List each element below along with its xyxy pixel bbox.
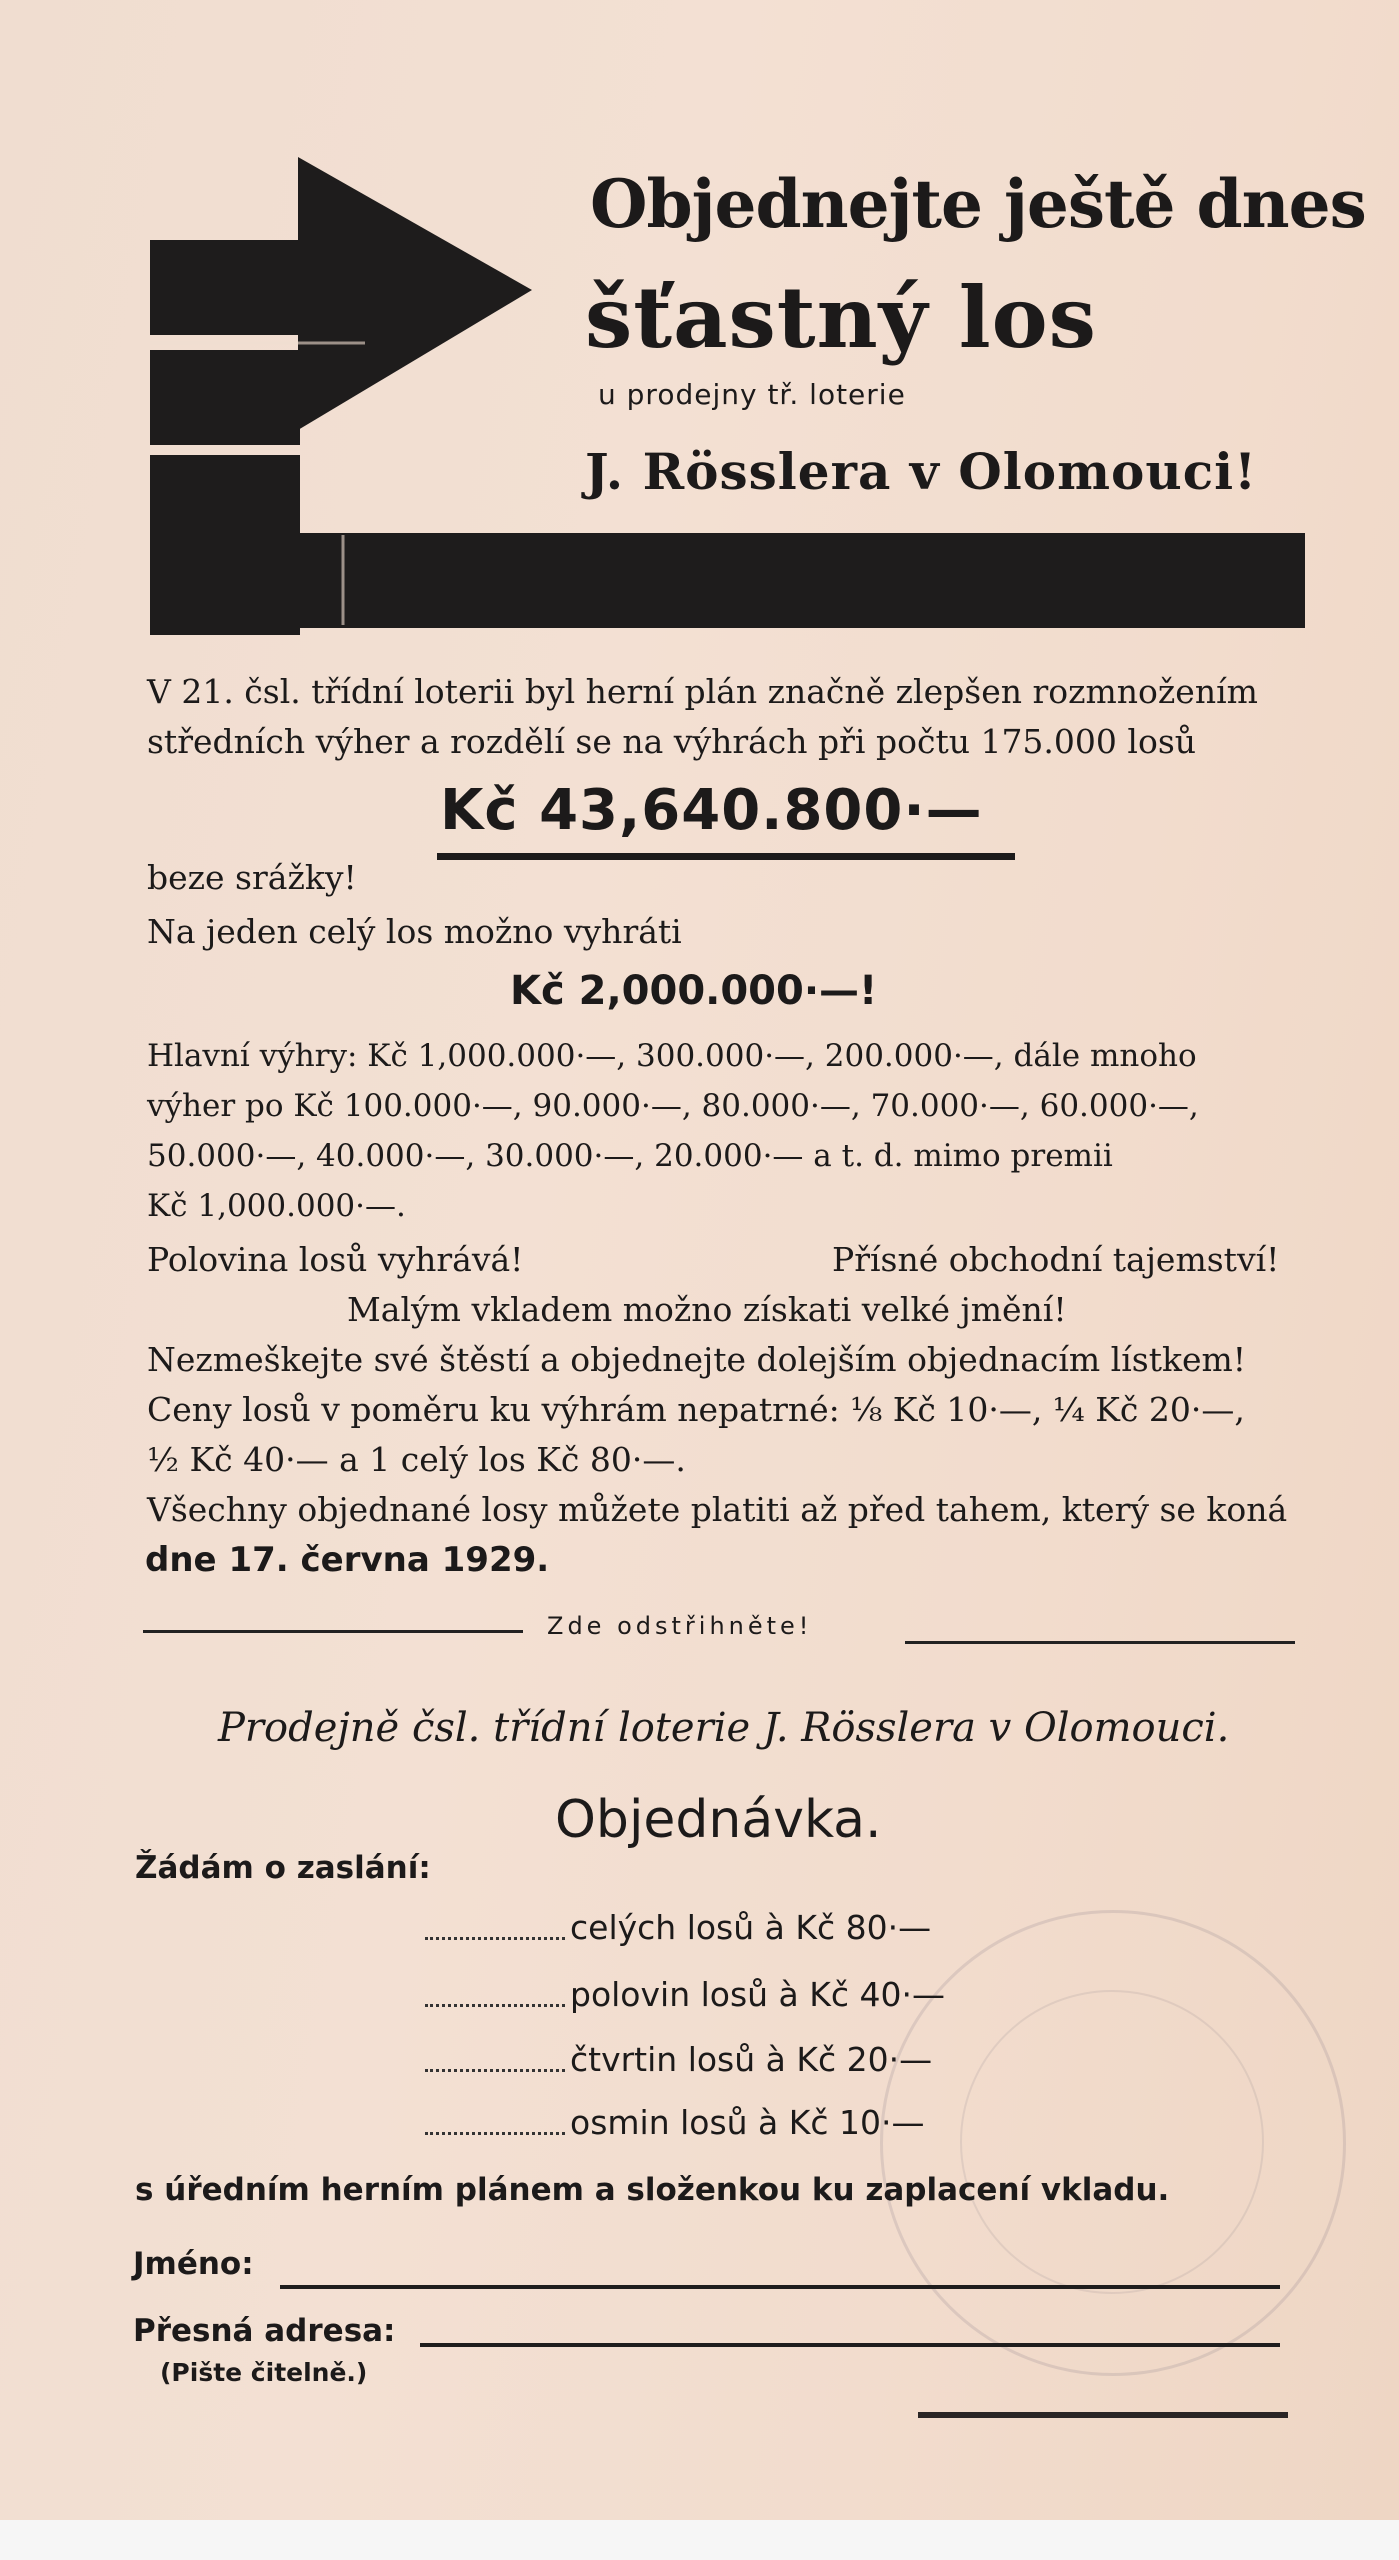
option-eighth: osmin losů à Kč 10·— <box>570 2103 925 2142</box>
prizes-line-3: 50.000·—, 40.000·—, 30.000·—, 20.000·— a t. d. mimo premii <box>147 1138 1113 1174</box>
option-half: polovin losů à Kč 40·— <box>570 1975 946 2014</box>
option-whole: celých losů à Kč 80·— <box>570 1908 932 1947</box>
quantity-field-eighth[interactable] <box>425 2132 565 2135</box>
half-wins-text: Polovina losů vyhrává! <box>147 1240 524 1279</box>
address-field[interactable] <box>420 2343 1280 2347</box>
headline-rossler-olomouc: J. Rösslera v Olomouci! <box>585 442 1258 501</box>
total-amount: Kč 43,640.800·— <box>440 778 983 843</box>
fortune-text: Malým vkladem možno získati velké jmění! <box>347 1290 1067 1329</box>
intro-line-2: středních výher a rozdělí se na výhrách při počtu 175.000 losů <box>147 722 1197 761</box>
headline-lottery-shop: u prodejny tř. loterie <box>598 378 906 411</box>
option-quarter: čtvrtin losů à Kč 20·— <box>570 2040 933 2079</box>
quantity-field-whole[interactable] <box>425 1937 565 1940</box>
intro-line-3: beze srážky! <box>147 858 357 897</box>
order-shop-name: Prodejně čsl. třídní loterie J. Rösslera v Olomouci. <box>218 1705 1230 1751</box>
intro-line-4: Na jeden celý los možno vyhráti <box>147 912 682 951</box>
scan-margin <box>0 2520 1399 2560</box>
address-label: Přesná adresa: <box>133 2313 396 2349</box>
headline-order-today: Objednejte ještě dnes <box>590 165 1366 243</box>
name-label: Jméno: <box>133 2246 254 2282</box>
headline-lucky-ticket: šťastný los <box>585 268 1097 367</box>
faded-stamp-inner <box>960 1990 1264 2294</box>
order-title: Objednávka. <box>555 1790 882 1850</box>
name-field[interactable] <box>280 2285 1280 2289</box>
quantity-field-quarter[interactable] <box>425 2069 565 2072</box>
legible-note: (Pište čitelně.) <box>160 2358 368 2387</box>
cut-here-label: Zde odstřihněte! <box>547 1612 813 1640</box>
printer-imprint-mark <box>918 2412 1288 2418</box>
payment-text: Všechny objednané losy můžete platiti až před tahem, který se koná <box>147 1490 1288 1529</box>
prizes-line-4: Kč 1,000.000·—. <box>147 1188 406 1224</box>
cut-line-left <box>143 1630 523 1633</box>
order-prompt-text: Nezmeškejte své štěstí a objednejte dolejším objednacím lístkem! <box>147 1340 1247 1379</box>
prizes-line-2: výher po Kč 100.000·—, 90.000·—, 80.000·—, 70.000·—, 60.000·—, <box>147 1088 1199 1124</box>
prices-line-1: Ceny losů v poměru ku výhrám nepatrné: ⅛ Kč 10·—, ¼ Kč 20·—, <box>147 1390 1245 1429</box>
quantity-field-half[interactable] <box>425 2004 565 2007</box>
draw-date: dne 17. června 1929. <box>145 1540 550 1580</box>
order-request: Žádám o zaslání: <box>135 1850 431 1886</box>
amount-underline <box>437 853 1015 860</box>
secrecy-text: Přísné obchodní tajemství! <box>832 1240 1280 1279</box>
prices-line-2: ½ Kč 40·— a 1 celý los Kč 80·—. <box>147 1440 686 1479</box>
intro-line-1: V 21. čsl. třídní loterii byl herní plán značně zlepšen rozmnožením <box>147 672 1258 711</box>
main-prize: Kč 2,000.000·—! <box>510 968 878 1014</box>
cut-line-right <box>905 1641 1295 1644</box>
plan-note: s úředním herním plánem a složenkou ku zaplacení vkladu. <box>135 2172 1170 2208</box>
prizes-line-1: Hlavní výhry: Kč 1,000.000·—, 300.000·—, 200.000·—, dále mnoho <box>147 1038 1197 1074</box>
